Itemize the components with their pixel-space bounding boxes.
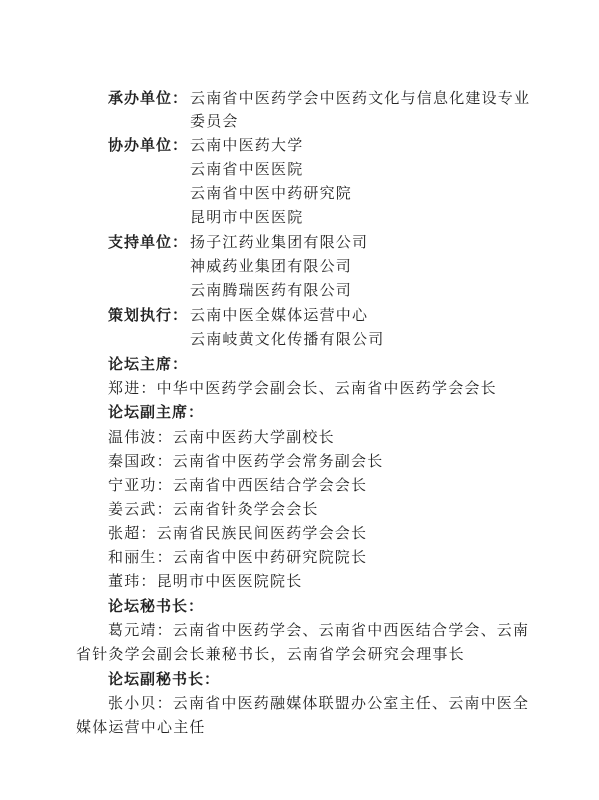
chairman-heading: 论坛主席： (108, 355, 189, 373)
co-organizer-item: 云南省中医中药研究院 (190, 184, 353, 202)
secretary-general-line: 省针灸学会副会长兼秘书长，云南省学会研究会理事长 (76, 645, 465, 663)
supporter-item: 云南腾瑞医药有限公司 (190, 281, 353, 299)
secretary-general-line: 葛元靖：云南省中医药学会、云南省中西医结合学会、云南 (108, 621, 530, 639)
executor-item: 云南岐黄文化传播有限公司 (190, 330, 385, 348)
vice-chairman-line: 秦国政：云南省中医药学会常务副会长 (108, 452, 384, 470)
vice-chairman-line: 张超：云南省民族民间医药学会会长 (108, 524, 368, 542)
executor-label: 策划执行： (108, 306, 189, 324)
chairman-line: 郑进：中华中医药学会副会长、云南省中医药学会会长 (108, 379, 497, 397)
supporter-item: 神威药业集团有限公司 (190, 257, 353, 275)
supporter-item: 扬子江药业集团有限公司 (190, 233, 369, 251)
co-organizer-item: 云南省中医医院 (190, 160, 304, 178)
secretary-general-heading: 论坛秘书长： (108, 597, 205, 615)
deputy-secretary-general-line: 张小贝：云南省中医药融媒体联盟办公室主任、云南中医全 (108, 694, 530, 712)
deputy-secretary-general-heading: 论坛副秘书长： (108, 670, 221, 688)
organizer-item: 云南省中医药学会中医药文化与信息化建设专业 (190, 89, 531, 107)
co-organizer-label: 协办单位： (108, 136, 189, 154)
supporter-label: 支持单位： (108, 233, 189, 251)
organizer-label: 承办单位： (108, 89, 189, 107)
vice-chairman-line: 姜云武：云南省针灸学会会长 (108, 500, 319, 518)
vice-chairman-line: 和丽生：云南省中医中药研究院院长 (108, 548, 368, 566)
co-organizer-item: 云南中医药大学 (190, 136, 304, 154)
executor-item: 云南中医全媒体运营中心 (190, 306, 369, 324)
organizer-item: 委员会 (190, 112, 239, 130)
vice-chairmen-heading: 论坛副主席： (108, 403, 205, 421)
vice-chairman-line: 宁亚功：云南省中西医结合学会会长 (108, 476, 368, 494)
deputy-secretary-general-line: 媒体运营中心主任 (76, 718, 206, 736)
vice-chairman-line: 温伟波：云南中医药大学副校长 (108, 428, 335, 446)
co-organizer-item: 昆明市中医医院 (190, 208, 304, 226)
vice-chairman-line: 董玮：昆明市中医医院院长 (108, 572, 303, 590)
